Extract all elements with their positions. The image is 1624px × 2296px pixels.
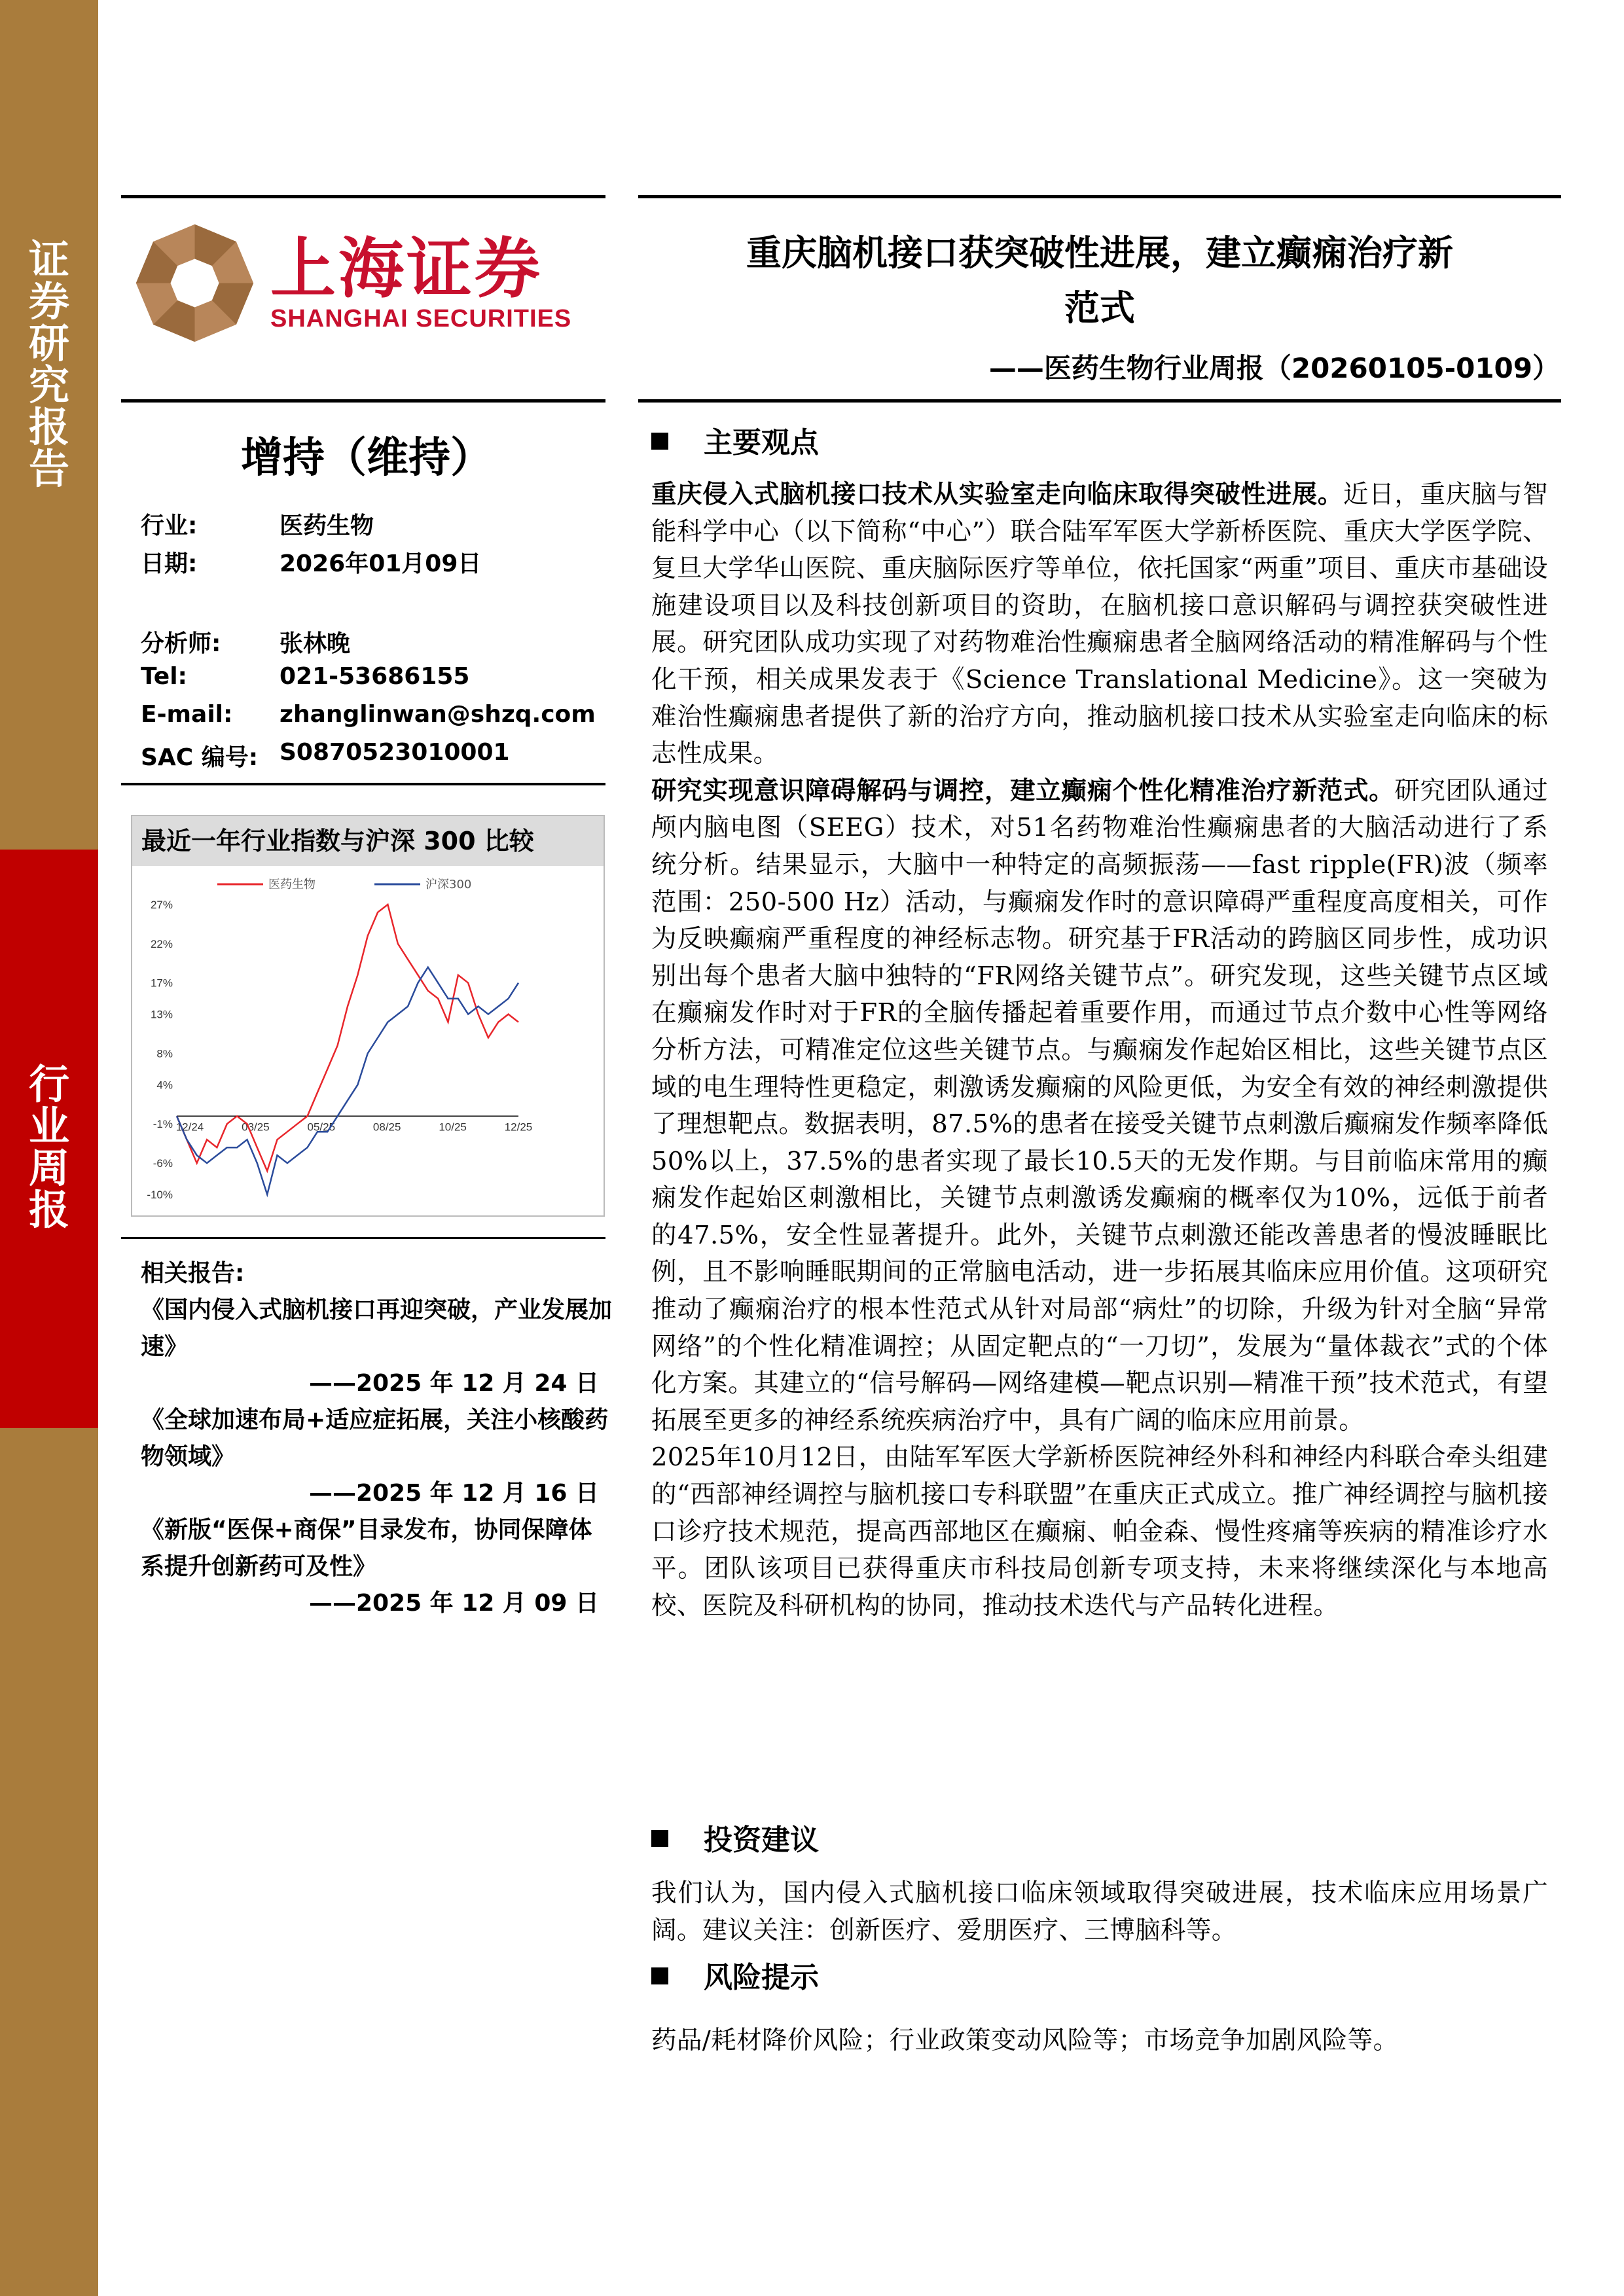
info-value: 张林晚	[280, 630, 351, 657]
info-value: 医药生物	[280, 512, 374, 539]
info-key: Tel:	[141, 663, 187, 690]
rule-mid-right	[638, 399, 1561, 403]
chart-header: 最近一年行业指数与沪深 300 比较	[132, 816, 604, 866]
logo-chinese-text: 上海证券	[270, 230, 543, 307]
related-item-title: 《新版“医保+商保”目录发布，协同保障体系提升创新药可及性》	[141, 1516, 592, 1580]
series-line-csi300	[177, 967, 518, 1194]
x-tick-label: 10/25	[439, 1121, 467, 1134]
report-title-line2: 范式	[1064, 287, 1135, 329]
y-tick-label: 27%	[150, 898, 173, 911]
paragraph-1	[651, 476, 1548, 773]
series-line-pharma	[177, 905, 518, 1171]
x-tick-label: 08/25	[372, 1121, 401, 1134]
rating: 增持（维持）	[241, 434, 492, 482]
sidebar-top-label: 证 券 研 究 报 告	[28, 236, 69, 493]
related-item-date: ——2025 年 12 月 16 日	[308, 1480, 599, 1507]
related-item-date: ——2025 年 12 月 09 日	[308, 1590, 599, 1617]
info-key: SAC 编号:	[141, 744, 259, 771]
section-heading-main-view	[651, 419, 819, 461]
info-value: 2026年01月09日	[280, 550, 482, 577]
section-heading-text: 风险提示	[704, 1961, 819, 1994]
y-tick-label: 22%	[150, 937, 173, 950]
rule-mid-left	[121, 399, 605, 403]
risk-body: 药品/耗材降价风险；行业政策变动风险等；市场竞争加剧风险等。	[651, 2026, 1399, 2055]
rule-chart-bottom	[121, 1237, 605, 1239]
related-label: 相关报告:	[141, 1260, 245, 1287]
x-tick-label: 03/25	[242, 1121, 270, 1134]
invest-body: 我们认为，国内侵入式脑机接口临床领域取得突破进展，技术临床应用场景广阔。建议关注：创新医疗、爱朋医疗、三博脑科等。	[651, 1878, 1548, 1945]
company-logo	[131, 219, 571, 347]
y-tick-label: -6%	[153, 1157, 173, 1170]
y-tick-label: 8%	[156, 1047, 173, 1060]
report-title	[638, 226, 1561, 336]
sidebar-mid-label: 行 业 周 报	[28, 1060, 69, 1234]
legend-label: 沪深300	[425, 878, 472, 891]
related-reports	[141, 1255, 612, 1622]
section-heading-text: 主要观点	[704, 426, 819, 459]
bullet-square-icon	[651, 1967, 668, 1984]
report-title-line1: 重庆脑机接口获突破性进展，建立癫痫治疗新	[746, 232, 1453, 274]
section-heading-invest	[651, 1816, 819, 1858]
info-key: E-mail:	[141, 701, 233, 728]
paragraph-3: 2025年10月12日，由陆军军医大学新桥医院神经外科和神经内科联合牵头组建的“西部神经调控与脑机接口专科联盟”在重庆正式成立。推广神经调控与脑机接口诊疗技术规范，提高西部地区在癫痫、帕金森、慢性疼痛等疾病的精准诊疗水平。团队该项目已获得重庆市科技局创新专项支持，未来将继续深化与本地高校、医院及科研机构的协同，推动技术迭代与产品转化进程。	[651, 1443, 1548, 1621]
bullet-square-icon	[651, 1830, 668, 1847]
x-tick-label: 12/25	[504, 1121, 533, 1134]
y-tick-label: 17%	[150, 977, 173, 990]
info-value: zhanglinwan@shzq.com	[280, 701, 596, 728]
related-item-date: ——2025 年 12 月 24 日	[308, 1370, 599, 1397]
main-view-body	[651, 476, 1548, 1624]
logo-emblem-icon	[131, 219, 259, 347]
section-heading-risk	[651, 1954, 819, 1996]
related-item-title: 《全球加速布局+适应症拓展，关注小核酸药物领域》	[141, 1407, 609, 1470]
info-key: 日期:	[141, 550, 198, 577]
y-tick-label: 13%	[150, 1008, 173, 1021]
legend-label: 医药生物	[268, 878, 316, 891]
paragraph-1-lead: 重庆侵入式脑机接口技术从实验室走向临床取得突破性进展。	[651, 480, 1344, 509]
section-heading-text: 投资建议	[704, 1823, 819, 1857]
index-comparison-chart	[132, 867, 604, 1214]
rule-info-bottom	[121, 783, 605, 785]
y-tick-label: -1%	[153, 1118, 173, 1131]
x-tick-label: 05/25	[307, 1121, 336, 1134]
left-sidebar	[0, 0, 98, 2296]
rule-top-left	[121, 195, 605, 198]
related-item-title: 《国内侵入式脑机接口再迎突破，产业发展加速》	[141, 1297, 613, 1360]
paragraph-1-text: 近日，重庆脑与智能科学中心（以下简称“中心”）联合陆军军医大学新桥医院、重庆大学医学院、复旦大学华山医院、重庆脑际医疗等单位，依托国家“两重”项目、重庆市基础设施建设项目以及科技创新项目的资助，在脑机接口意识解码与调控获突破性进展。研究团队成功实现了对药物难治性癫痫患者全脑网络活动的精准解码与个性化干预，相关成果发表于《Science Translational Medicine》。这一突破为难治性癫痫患者提供了新的治疗方向，推动脑机接口技术从实验室走向临床的标志性成果。	[651, 480, 1548, 769]
paragraph-2	[651, 773, 1548, 1440]
index-comparison-chart-box	[131, 815, 605, 1217]
x-tick-label: 12/24	[175, 1121, 204, 1134]
report-subtitle: ——医药生物行业周报（20260105-0109）	[988, 352, 1560, 384]
info-key: 行业:	[141, 512, 198, 539]
info-value: 021-53686155	[280, 663, 470, 690]
info-value: S0870523010001	[280, 739, 510, 766]
rule-top-right	[638, 195, 1561, 198]
logo-english-text: SHANGHAI SECURITIES	[270, 305, 572, 332]
paragraph-2-lead: 研究实现意识障碍解码与调控，建立癫痫个性化精准治疗新范式。	[651, 776, 1395, 806]
bullet-square-icon	[651, 433, 668, 450]
y-tick-label: -10%	[147, 1189, 173, 1201]
y-tick-label: 4%	[156, 1079, 173, 1092]
paragraph-2-text: 研究团队通过颅内脑电图（SEEG）技术，对51名药物难治性癫痫患者的大脑活动进行了系统分析。结果显示，大脑中一种特定的高频振荡——fast ripple(FR)波（频率范围：250-500 Hz）活动，与癫痫发作时的意识障碍严重程度高度相关，可作为反映癫痫严重程度的神经标志物。研究基于FR活动的跨脑区同步性，成功识别出每个患者大脑中独特的“FR网络关键节点”。研究发现，这些关键节点区域在癫痫发作时对于FR的全脑传播起着重要作用，而通过节点介数中心性等网络分析方法，可精准定位这些关键节点。与癫痫发作起始区相比，这些关键节点区域的电生理特性更稳定，刺激诱发癫痫的风险更低，为安全有效的神经刺激提供了理想靶点。数据表明，87.5%的患者在接受关键节点刺激后癫痫发作频率降低50%以上，37.5%的患者实现了最长10.5天的无发作期。与目前临床常用的癫痫发作起始区刺激相比，关键节点刺激诱发癫痫的概率仅为10%，远低于前者的47.5%，安全性显著提升。此外，关键节点刺激还能改善患者的慢波睡眠比例，且不影响睡眠期间的正常脑电活动，进一步拓展其临床应用价值。这项研究推动了癫痫治疗的根本性范式从针对局部“病灶”的切除，升级为针对全脑“异常网络”的个性化精准调控；从固定靶点的“一刀切”，发展为“量体裁衣”式的个体化方案。其建立的“信号解码—网络建模—靶点识别—精准干预”技术范式，有望拓展至更多的神经系统疾病治疗中，具有广阔的临床应用前景。	[651, 776, 1548, 1435]
info-key: 分析师:	[141, 630, 221, 657]
